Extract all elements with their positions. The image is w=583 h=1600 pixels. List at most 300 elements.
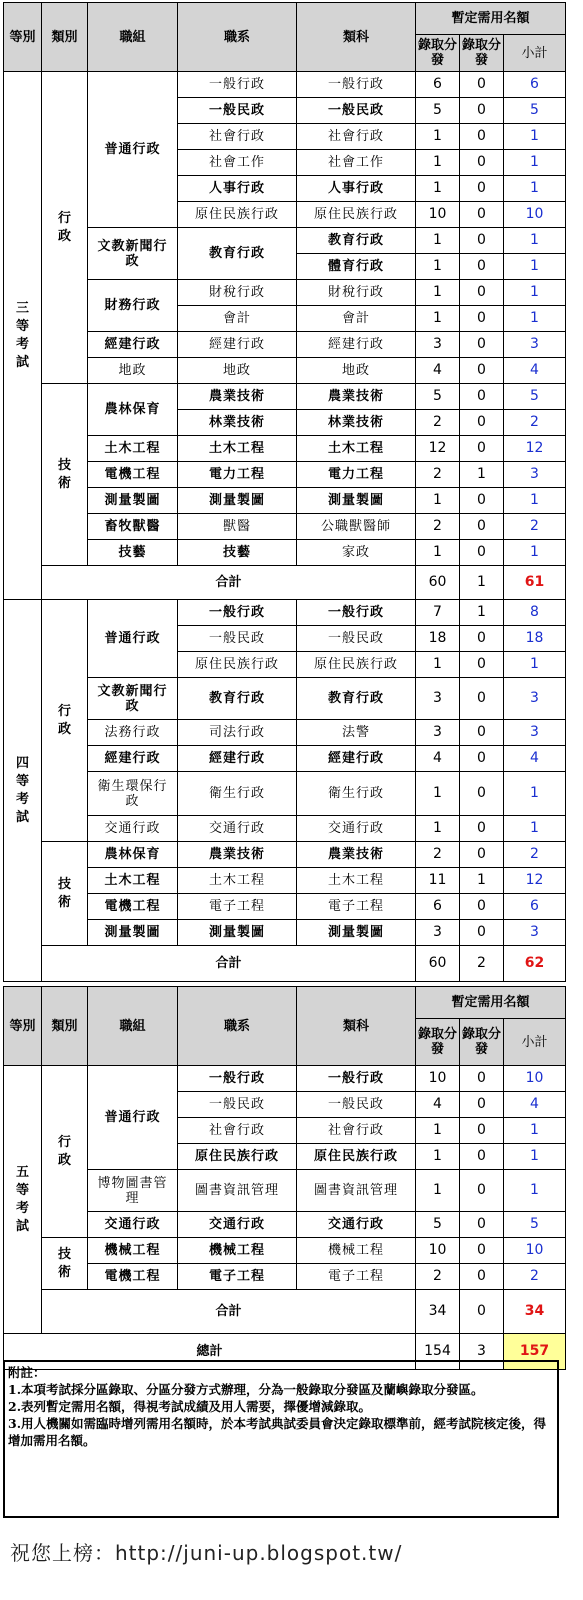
subject-cell: 機械工程 [297, 1238, 416, 1264]
regional-count: 0 [460, 254, 504, 280]
general-count: 2 [416, 462, 460, 488]
table-row [4, 488, 566, 514]
subtotal-count: 2 [504, 842, 566, 868]
group-cell: 土木工程 [88, 868, 178, 894]
quota-table-grade3-4 [3, 2, 566, 982]
subtotal-count: 4 [504, 746, 566, 772]
general-count: 1 [416, 816, 460, 842]
subject-cell: 公職獸醫師 [297, 514, 416, 540]
grade5-total-row [4, 1290, 566, 1334]
grade4-category-tech [42, 842, 88, 946]
regional-count: 0 [460, 488, 504, 514]
regional-count: 0 [460, 514, 504, 540]
grand-total-subtotal: 157 [504, 1334, 566, 1370]
group-cell: 測量製圖 [88, 920, 178, 946]
table-row [4, 436, 566, 462]
regional-count: 0 [460, 306, 504, 332]
general-count: 4 [416, 1092, 460, 1118]
subject-cell: 原住民族行政 [297, 652, 416, 678]
general-count: 7 [416, 600, 460, 626]
subtotal-count: 18 [504, 626, 566, 652]
series-cell: 農業技術 [178, 842, 297, 868]
subject-cell: 一般行政 [297, 600, 416, 626]
general-count: 10 [416, 1066, 460, 1092]
group-cell: 土木工程 [88, 436, 178, 462]
subtotal-count: 6 [504, 72, 566, 98]
regional-count: 0 [460, 176, 504, 202]
table-row [4, 1212, 566, 1238]
grade5-total-regional: 0 [460, 1290, 504, 1334]
subject-cell: 一般民政 [297, 98, 416, 124]
grade5-rank-cell [4, 1066, 42, 1334]
group-cell: 法務行政 [88, 720, 178, 746]
group-cell: 財務行政 [88, 280, 178, 332]
group-cell: 文教新聞行政 [88, 678, 178, 720]
series-cell: 司法行政 [178, 720, 297, 746]
header-quota-title: 暫定需用名額 [416, 3, 566, 35]
subtotal-count: 3 [504, 678, 566, 720]
subject-cell: 經建行政 [297, 746, 416, 772]
subject-cell: 體育行政 [297, 254, 416, 280]
series-cell: 人事行政 [178, 176, 297, 202]
regional-count: 0 [460, 384, 504, 410]
general-count: 2 [416, 410, 460, 436]
group-cell: 交通行政 [88, 816, 178, 842]
grade3-total-subtotal: 61 [504, 566, 566, 600]
regional-count: 0 [460, 332, 504, 358]
series-cell: 獸醫 [178, 514, 297, 540]
grand-total-label: 總計 [4, 1334, 416, 1370]
regional-count: 0 [460, 772, 504, 816]
table-row [4, 72, 566, 98]
group-cell: 普通行政 [88, 1066, 178, 1170]
subtotal-count: 1 [504, 1170, 566, 1212]
grade5-total-subtotal: 34 [504, 1290, 566, 1334]
regional-count: 0 [460, 1144, 504, 1170]
regional-count: 1 [460, 868, 504, 894]
general-count: 1 [416, 1170, 460, 1212]
series-cell: 教育行政 [178, 678, 297, 720]
header-rank: 等別 [4, 3, 42, 72]
subtotal-count: 12 [504, 868, 566, 894]
series-cell: 經建行政 [178, 746, 297, 772]
header-subtotal: 小計 [504, 1019, 566, 1066]
general-count: 5 [416, 1212, 460, 1238]
grade3-category-admin [42, 72, 88, 384]
grade3-body [4, 72, 566, 600]
table-row [4, 678, 566, 720]
subtotal-count: 4 [504, 1092, 566, 1118]
subtotal-count: 1 [504, 772, 566, 816]
regional-count: 1 [460, 462, 504, 488]
header-quota-title: 暫定需用名額 [416, 987, 566, 1019]
subject-cell: 農業技術 [297, 842, 416, 868]
subject-cell: 會計 [297, 306, 416, 332]
series-cell: 林業技術 [178, 410, 297, 436]
series-cell: 技藝 [178, 540, 297, 566]
regional-count: 0 [460, 1264, 504, 1290]
general-count: 1 [416, 176, 460, 202]
grade4-body [4, 600, 566, 982]
grade5-total-label: 合計 [42, 1290, 416, 1334]
group-cell: 農林保育 [88, 842, 178, 868]
regional-count: 0 [460, 1212, 504, 1238]
table-row [4, 868, 566, 894]
regional-count: 0 [460, 626, 504, 652]
grade4-rank-cell [4, 600, 42, 982]
series-cell: 教育行政 [178, 228, 297, 280]
general-count: 4 [416, 358, 460, 384]
series-cell: 一般民政 [178, 98, 297, 124]
series-cell: 交通行政 [178, 1212, 297, 1238]
subtotal-count: 10 [504, 1066, 566, 1092]
subject-cell: 農業技術 [297, 384, 416, 410]
series-cell: 機械工程 [178, 1238, 297, 1264]
general-count: 2 [416, 842, 460, 868]
series-cell: 原住民族行政 [178, 652, 297, 678]
regional-count: 0 [460, 540, 504, 566]
group-cell: 交通行政 [88, 1212, 178, 1238]
grade4-total-regional: 2 [460, 946, 504, 982]
series-cell: 一般行政 [178, 600, 297, 626]
table-row [4, 894, 566, 920]
regional-count: 0 [460, 652, 504, 678]
group-cell: 電機工程 [88, 1264, 178, 1290]
header-subtotal: 小計 [504, 35, 566, 72]
table-row [4, 1066, 566, 1092]
footer-blog-link[interactable]: 祝您上榜：http://juni-up.blogspot.tw/ [10, 1541, 403, 1565]
series-cell: 土木工程 [178, 868, 297, 894]
group-cell: 電機工程 [88, 894, 178, 920]
grade5-total-general: 34 [416, 1290, 460, 1334]
subject-cell: 社會行政 [297, 1118, 416, 1144]
regional-count: 0 [460, 842, 504, 868]
subtotal-count: 1 [504, 280, 566, 306]
group-cell: 畜牧獸醫 [88, 514, 178, 540]
grade4-category-admin [42, 600, 88, 842]
table-row [4, 1238, 566, 1264]
table-row [4, 358, 566, 384]
subtotal-count: 3 [504, 920, 566, 946]
subject-cell: 測量製圖 [297, 920, 416, 946]
subtotal-count: 1 [504, 306, 566, 332]
general-count: 1 [416, 488, 460, 514]
note-item: 2.表列暫定需用名額，得視考試成績及用人需要，擇優增減錄取。 [8, 1399, 372, 1414]
note-item: 3.用人機關如需臨時增列需用名額時，於本考試典試委員會決定錄取標準前，經考試院核定後，得增加需用名額。 [8, 1416, 547, 1448]
quota-table-grade5 [3, 986, 566, 1370]
header-general: 錄取分發 [416, 1019, 460, 1066]
regional-count: 0 [460, 1066, 504, 1092]
grade3-total-row [4, 566, 566, 600]
general-count: 1 [416, 1118, 460, 1144]
series-cell: 一般民政 [178, 626, 297, 652]
regional-count: 0 [460, 436, 504, 462]
series-cell: 原住民族行政 [178, 1144, 297, 1170]
table-row [4, 816, 566, 842]
subtotal-count: 1 [504, 254, 566, 280]
subject-cell: 衛生行政 [297, 772, 416, 816]
general-count: 2 [416, 514, 460, 540]
header-category: 類別 [42, 987, 88, 1066]
grade4-total-subtotal: 62 [504, 946, 566, 982]
table-row [4, 772, 566, 816]
group-cell: 博物圖書管理 [88, 1170, 178, 1212]
group-cell: 技藝 [88, 540, 178, 566]
general-count: 1 [416, 280, 460, 306]
header-regional: 錄取分發 [460, 1019, 504, 1066]
table-row [4, 842, 566, 868]
notes-box [3, 1360, 559, 1518]
table-row [4, 720, 566, 746]
regional-count: 0 [460, 746, 504, 772]
subject-cell: 一般民政 [297, 1092, 416, 1118]
group-cell: 地政 [88, 358, 178, 384]
group-cell: 經建行政 [88, 746, 178, 772]
grade4-total-general: 60 [416, 946, 460, 982]
group-cell: 文教新聞行政 [88, 228, 178, 280]
category-label: 行政 [57, 703, 71, 737]
group-cell: 測量製圖 [88, 488, 178, 514]
series-cell: 圖書資訊管理 [178, 1170, 297, 1212]
series-cell: 一般行政 [178, 72, 297, 98]
subtotal-count: 1 [504, 816, 566, 842]
general-count: 1 [416, 652, 460, 678]
subtotal-count: 1 [504, 540, 566, 566]
header-regional: 錄取分發 [460, 35, 504, 72]
subject-cell: 土木工程 [297, 436, 416, 462]
series-cell: 衛生行政 [178, 772, 297, 816]
subtotal-count: 5 [504, 98, 566, 124]
general-count: 3 [416, 332, 460, 358]
table-row [4, 540, 566, 566]
series-cell: 測量製圖 [178, 488, 297, 514]
grade5-category-tech [42, 1238, 88, 1290]
grade5-rank-label: 五等考試 [15, 1164, 29, 1234]
general-count: 1 [416, 150, 460, 176]
table-row [4, 462, 566, 488]
grade3-category-tech [42, 384, 88, 566]
subtotal-count: 3 [504, 332, 566, 358]
subtotal-count: 2 [504, 410, 566, 436]
subtotal-count: 1 [504, 1144, 566, 1170]
subtotal-count: 2 [504, 1264, 566, 1290]
header-subject: 類科 [297, 3, 416, 72]
regional-count: 0 [460, 410, 504, 436]
regional-count: 0 [460, 124, 504, 150]
table-row [4, 1170, 566, 1212]
category-label: 技術 [57, 876, 71, 910]
subject-cell: 測量製圖 [297, 488, 416, 514]
regional-count: 0 [460, 894, 504, 920]
regional-count: 0 [460, 228, 504, 254]
series-cell: 地政 [178, 358, 297, 384]
series-cell: 電力工程 [178, 462, 297, 488]
grade3-total-label: 合計 [42, 566, 416, 600]
subtotal-count: 1 [504, 228, 566, 254]
subject-cell: 教育行政 [297, 678, 416, 720]
table-row [4, 384, 566, 410]
subtotal-count: 1 [504, 150, 566, 176]
general-count: 3 [416, 720, 460, 746]
subject-cell: 一般行政 [297, 1066, 416, 1092]
regional-count: 0 [460, 720, 504, 746]
regional-count: 0 [460, 1238, 504, 1264]
grand-total-general: 154 [416, 1334, 460, 1370]
general-count: 1 [416, 1144, 460, 1170]
header-series: 職系 [178, 3, 297, 72]
group-cell: 電機工程 [88, 462, 178, 488]
group-cell: 衛生環保行政 [88, 772, 178, 816]
series-cell: 財稅行政 [178, 280, 297, 306]
table-row [4, 920, 566, 946]
series-cell: 會計 [178, 306, 297, 332]
series-cell: 電子工程 [178, 894, 297, 920]
general-count: 12 [416, 436, 460, 462]
subject-cell: 原住民族行政 [297, 1144, 416, 1170]
category-label: 技術 [57, 1246, 71, 1280]
subtotal-count: 1 [504, 1118, 566, 1144]
subject-cell: 人事行政 [297, 176, 416, 202]
series-cell: 交通行政 [178, 816, 297, 842]
subtotal-count: 10 [504, 202, 566, 228]
subject-cell: 社會行政 [297, 124, 416, 150]
general-count: 18 [416, 626, 460, 652]
grade4-total-label: 合計 [42, 946, 416, 982]
subject-cell: 林業技術 [297, 410, 416, 436]
subject-cell: 家政 [297, 540, 416, 566]
general-count: 1 [416, 228, 460, 254]
grade3-rank-label: 三等考試 [15, 300, 29, 370]
group-cell: 普通行政 [88, 72, 178, 228]
category-label: 技術 [57, 457, 71, 491]
subject-cell: 法警 [297, 720, 416, 746]
grade3-total-general: 60 [416, 566, 460, 600]
header-group: 職組 [88, 987, 178, 1066]
regional-count: 0 [460, 920, 504, 946]
general-count: 1 [416, 772, 460, 816]
series-cell: 土木工程 [178, 436, 297, 462]
regional-count: 0 [460, 678, 504, 720]
subtotal-count: 2 [504, 514, 566, 540]
table-row [4, 600, 566, 626]
header-series: 職系 [178, 987, 297, 1066]
regional-count: 0 [460, 150, 504, 176]
regional-count: 0 [460, 98, 504, 124]
note-item: 1.本項考試採分區錄取、分區分發方式辦理，分為一般錄取分發區及蘭嶼錄取分發區。 [8, 1382, 484, 1397]
series-cell: 農業技術 [178, 384, 297, 410]
subtotal-count: 3 [504, 720, 566, 746]
subject-cell: 圖書資訊管理 [297, 1170, 416, 1212]
regional-count: 0 [460, 1118, 504, 1144]
grade4-rank-label: 四等考試 [15, 755, 29, 825]
series-cell: 一般行政 [178, 1066, 297, 1092]
general-count: 1 [416, 540, 460, 566]
series-cell: 一般民政 [178, 1092, 297, 1118]
subject-cell: 土木工程 [297, 868, 416, 894]
subject-cell: 交通行政 [297, 816, 416, 842]
table-row [4, 332, 566, 358]
general-count: 6 [416, 894, 460, 920]
regional-count: 0 [460, 280, 504, 306]
subtotal-count: 4 [504, 358, 566, 384]
subject-cell: 電力工程 [297, 462, 416, 488]
table-row [4, 280, 566, 306]
subtotal-count: 10 [504, 1238, 566, 1264]
group-cell: 農林保育 [88, 384, 178, 436]
regional-count: 1 [460, 600, 504, 626]
regional-count: 0 [460, 1092, 504, 1118]
subtotal-count: 8 [504, 600, 566, 626]
header-category: 類別 [42, 3, 88, 72]
regional-count: 0 [460, 1170, 504, 1212]
general-count: 1 [416, 254, 460, 280]
subtotal-count: 12 [504, 436, 566, 462]
notes-title: 附註： [8, 1365, 46, 1380]
table-row [4, 1264, 566, 1290]
general-count: 2 [416, 1264, 460, 1290]
category-label: 行政 [57, 210, 71, 244]
subject-cell: 原住民族行政 [297, 202, 416, 228]
group-cell: 普通行政 [88, 600, 178, 678]
regional-count: 0 [460, 202, 504, 228]
regional-count: 0 [460, 816, 504, 842]
grade3-rank-cell [4, 72, 42, 600]
general-count: 10 [416, 1238, 460, 1264]
general-count: 4 [416, 746, 460, 772]
subtotal-count: 1 [504, 652, 566, 678]
general-count: 3 [416, 920, 460, 946]
header-rank: 等別 [4, 987, 42, 1066]
general-count: 10 [416, 202, 460, 228]
group-cell: 機械工程 [88, 1238, 178, 1264]
series-cell: 社會行政 [178, 124, 297, 150]
subject-cell: 地政 [297, 358, 416, 384]
subtotal-count: 3 [504, 462, 566, 488]
subject-cell: 教育行政 [297, 228, 416, 254]
header-general: 錄取分發 [416, 35, 460, 72]
subject-cell: 電子工程 [297, 1264, 416, 1290]
subject-cell: 財稅行政 [297, 280, 416, 306]
subtotal-count: 1 [504, 488, 566, 514]
regional-count: 0 [460, 72, 504, 98]
group-cell: 經建行政 [88, 332, 178, 358]
grade5-category-admin [42, 1066, 88, 1238]
series-cell: 原住民族行政 [178, 202, 297, 228]
table-row [4, 514, 566, 540]
subtotal-count: 1 [504, 124, 566, 150]
series-cell: 社會行政 [178, 1118, 297, 1144]
general-count: 11 [416, 868, 460, 894]
general-count: 3 [416, 678, 460, 720]
series-cell: 社會工作 [178, 150, 297, 176]
grade5-body [4, 1066, 566, 1334]
series-cell: 電子工程 [178, 1264, 297, 1290]
series-cell: 測量製圖 [178, 920, 297, 946]
grade3-total-regional: 1 [460, 566, 504, 600]
subject-cell: 電子工程 [297, 894, 416, 920]
subject-cell: 交通行政 [297, 1212, 416, 1238]
general-count: 6 [416, 72, 460, 98]
table-row [4, 228, 566, 254]
category-label: 行政 [57, 1134, 71, 1168]
regional-count: 0 [460, 358, 504, 384]
general-count: 1 [416, 306, 460, 332]
grand-total-regional: 3 [460, 1334, 504, 1370]
general-count: 5 [416, 384, 460, 410]
series-cell: 經建行政 [178, 332, 297, 358]
header-group: 職組 [88, 3, 178, 72]
general-count: 1 [416, 124, 460, 150]
